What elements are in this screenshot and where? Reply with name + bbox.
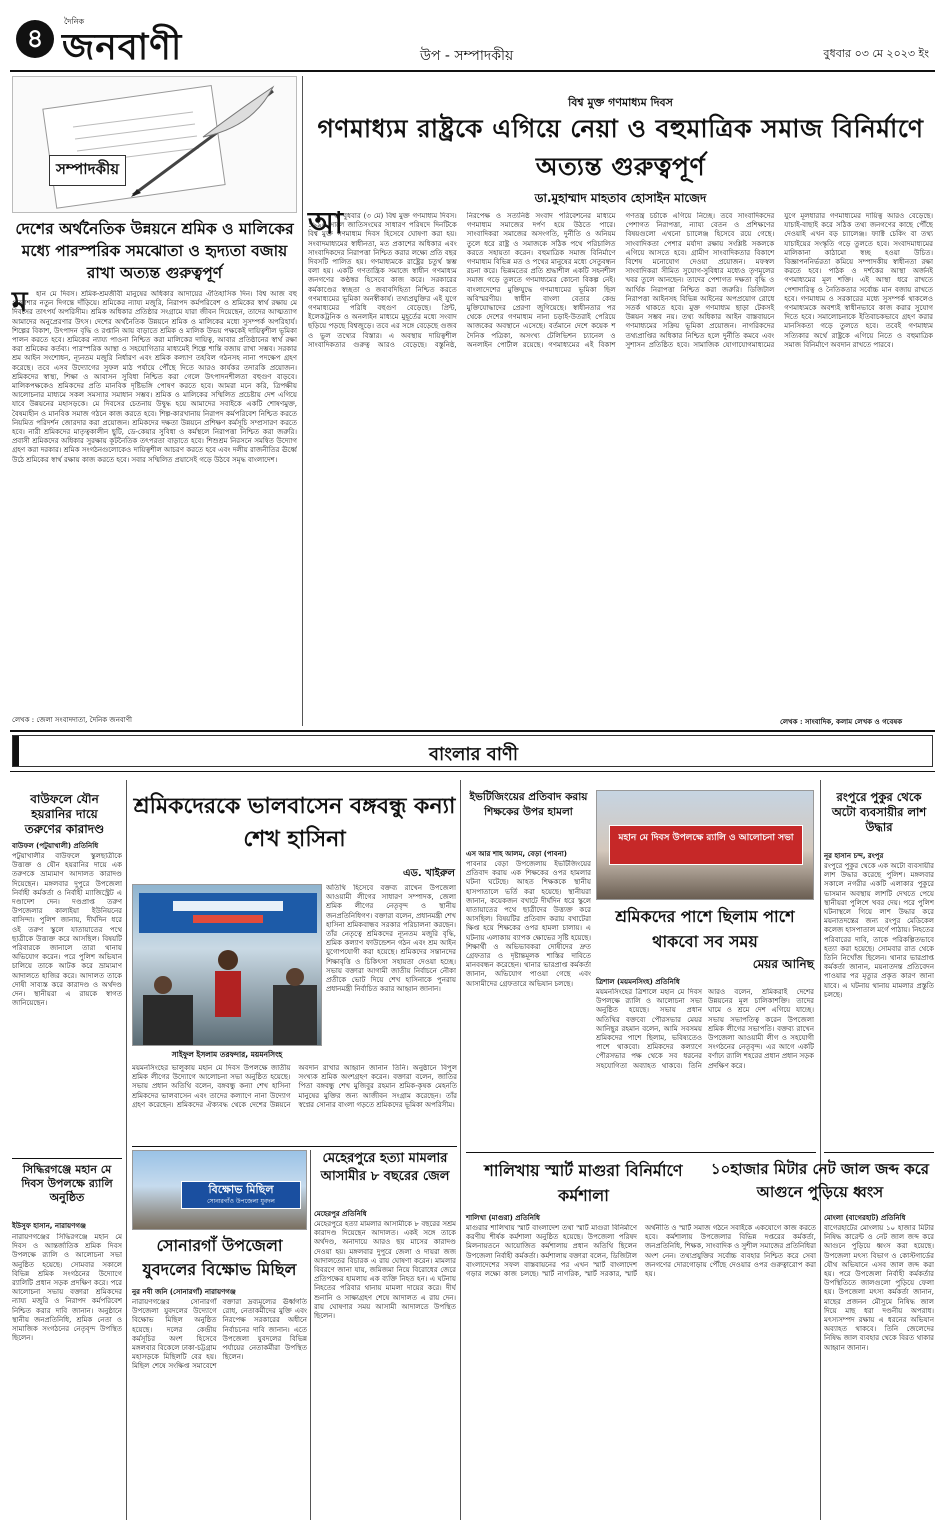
column-divider (310, 1150, 311, 1520)
story-body: মেহেরপুরে হত্যা মামলার আসামীকে ৮ বছরের সশ্রম কারাদণ্ড দিয়েছেন আদালত। একই সঙ্গে তাকে অর্থদণ্ড, অনাদায়ে আরও ছয় মাসের কারাদণ্ড দেওয়া হয়। মঙ্গলবার দুপুরে জেলা ও দায়রা জজ আদালতের বিচারক এ রায় ঘোষণা করেন। মামলার বিবরণে জানা যায়, জমিজমা নিয়ে বিরোধের জেরে প্রতিপক্ষের হামলায় এক ব্যক্তি নিহত হন। এ ঘটনায় নিহতের পরিবার থানায় মামলা দায়ের করে। দীর্ঘ শুনানি ও সাক্ষ্যগ্রহণ শেষে আদালত এ রায় দেন। রায় ঘোষণার সময় আসামী আদালতে উপস্থিত ছিলেন। (314, 1220, 456, 1321)
story-byline: নুর নবী জনি (সোনারগাঁ) নারায়ণগঞ্জ (132, 1288, 236, 1296)
story-side-body: অতিথি হিসেবে বক্তব্য রাখেন উপজেলা আওয়ামী লীগের সাধারণ সম্পাদক, জেলা শ্রমিক লীগের নেতৃবৃন্দ ও স্থানীয় জনপ্রতিনিধিগণ। বক্তারা বলেন, প্রধানমন্ত্রী শেখ হাসিনা শ্রমিকবান্ধব সরকার পরিচালনা করছেন। তাঁর নেতৃত্বে শ্রমিকদের ন্যূনতম মজুরি বৃদ্ধি, শ্রমিক কল্যাণ ফাউন্ডেশন গঠন এবং শ্রম আইন যুগোপযোগী করা হয়েছে। শ্রমিকদের সন্তানদের শিক্ষাবৃত্তি ও চিকিৎসা সহায়তা দেওয়া হচ্ছে। সভায় বক্তারা আগামী জাতীয় নির্বাচনে নৌকা প্রতীকে ভোট দিয়ে শেখ হাসিনাকে পুনরায় প্রধানমন্ত্রী নির্বাচিত করার আহ্বান জানান। (326, 884, 456, 994)
page-number: ৪ (26, 24, 44, 54)
story-byline: শালিখা (মাগুরা) প্রতিনিধি (466, 1214, 540, 1222)
editorial-illustration (12, 76, 297, 213)
story-body: মাগুরার শালিখায় স্মার্ট বাংলাদেশ তথা স্মার্ট মাগুরা বিনির্মাণে করণীয় শীর্ষক কর্মশালা অনুষ্ঠিত হয়েছে। উপজেলা পরিষদ মিলনায়তনে আয়োজিত কর্মশালায় প্রধান অতিথি ছিলেন উপজেলা নির্বাহী কর্মকর্তা। কর্মশালায় বক্তারা বলেন, ডিজিটাল বাংলাদেশের সফল বাস্তবায়নের পর এখন স্মার্ট বাংলাদেশ গড়ার লক্ষ্যে কাজ চলছে। স্মার্ট নাগরিক, স্মার্ট সরকার, স্মার্ট অর্থনীতি ও স্মার্ট সমাজ গঠনে সবাইকে একযোগে কাজ করতে হবে। কর্মশালায় উপজেলার বিভিন্ন দপ্তরের কর্মকর্তা, জনপ্রতিনিধি, শিক্ষক, সাংবাদিক ও সুশীল সমাজের প্রতিনিধিরা অংশ নেন। তথ্যপ্রযুক্তির সর্বোচ্চ ব্যবহার নিশ্চিত করে সেবা জনগণের দোরগোড়ায় পৌঁছে দেওয়ার ওপর গুরুত্বারোপ করা হয়। (466, 1224, 816, 1279)
section-rule (10, 730, 935, 732)
story-headline: সিদ্ধিরগঞ্জে মহান মে দিবস উপলক্ষে র‍্যালি অনুষ্ঠিত (21, 1163, 113, 1204)
masthead (0, 0, 945, 70)
story-body: নারায়ণগঞ্জের সিদ্ধিরগঞ্জে মহান মে দিবস ও আন্তর্জাতিক শ্রমিক দিবস উপলক্ষে র‍্যালি ও আলোচনা সভা অনুষ্ঠিত হয়েছে। সোমবার সকালে বিভিন্ন শ্রমিক সংগঠনের উদ্যোগে র‍্যালিটি প্রধান সড়ক প্রদক্ষিণ করে। পরে আলোচনা সভায় বক্তারা শ্রমিকদের ন্যায্য মজুরি ও নিরাপদ কর্মপরিবেশ নিশ্চিত করার দাবি জানান। অনুষ্ঠানে স্থানীয় জনপ্রতিনিধি, শ্রমিক নেতা ও সামাজিক সংগঠনের নেতৃবৃন্দ উপস্থিত ছিলেন। (12, 1233, 122, 1343)
daily-label: দৈনিক (64, 17, 85, 26)
story-divider (12, 1158, 122, 1159)
story-byline: এড. খাইরুল (402, 868, 455, 879)
banner-text: মহান মে দিবস উপলক্ষে র‍্যালি ও আলোচনা সভা (618, 833, 794, 843)
story-divider (824, 1152, 934, 1153)
op-ed-kicker: বিশ্ব মুক্ত গণমাধ্যম দিবস (568, 96, 673, 109)
story-body: নারায়ণগঞ্জের সোনারগাঁ উপজেলা যুবদলের উদ্যোগে বিক্ষোভ মিছিল অনুষ্ঠিত হয়েছে। দলের কেন্দ্রীয় কর্মসূচির অংশ হিসেবে মঙ্গলবার বিকেলে ঢাকা-চট্টগ্রাম মহাসড়কে মিছিলটি বের হয়। মিছিল শেষে সংক্ষিপ্ত সমাবেশে বক্তারা দ্রব্যমূল্যের ঊর্ধ্বগতি রোধ, নেতাকর্মীদের মুক্তি এবং নিরপেক্ষ সরকারের অধীনে নির্বাচনের দাবি জানান। এতে উপজেলা যুবদলের বিভিন্ন পর্যায়ের নেতাকর্মীরা উপস্থিত ছিলেন। (132, 1298, 307, 1371)
column-divider (126, 780, 127, 1520)
story-headline: শ্রমিকদের পাশে ছিলাম পাশে থাকবো সব সময় (615, 907, 795, 951)
banner-rule (10, 771, 935, 772)
story-headline: ১০হাজার মিটার নেট জাল জব্দ করে আগুনে পুড়িয়ে ধ্বংস (710, 1160, 930, 1201)
section-title: উপ - সম্পাদকীয় (420, 48, 514, 64)
pen-and-paper-icon (13, 77, 297, 213)
procession-banner (181, 1181, 301, 1209)
editorial-headline: দেশের অর্থনৈতিক উন্নয়নে শ্রমিক ও মালিকের মধ্যে পারস্পরিক সমঝোতা ও হৃদ্যতা বজায় রাখা অত্যন্ত গুরুত্বপূর্ণ (15, 220, 294, 282)
rally-photo (132, 884, 322, 1046)
story-headline: শ্রমিকদেরকে ভালবাসেন বঙ্গবন্ধু কন্যা শেখ হাসিনা (133, 794, 456, 852)
newspaper-logo: জনবাণী (62, 27, 183, 68)
story-byline: নূর হাসান চন্দ, রংপুর (824, 852, 884, 860)
story-headline: ইভটিজিংয়ের প্রতিবাদ করায় শিক্ষকের উপর হামলা (469, 791, 588, 818)
story-byline: ইউসুফ হাসান, নারায়ণগঞ্জ (12, 1222, 86, 1230)
op-ed-author: ডা.মুহাম্মাদ মাহতাব হোসাইন মাজেদ (534, 191, 707, 205)
story-headline: সোনারগাঁ উপজেলা যুবদলের বিক্ষোভ মিছিল (142, 1236, 297, 1279)
story-body: ময়মনসিংহের ভালুকায় মহান মে দিবস উপলক্ষে জাতীয় শ্রমিক লীগের উদ্যোগে আলোচনা সভা অনুষ্ঠিত হয়েছে। সভায় প্রধান অতিথি বলেন, বঙ্গবন্ধু কন্যা শেখ হাসিনা শ্রমিকদের ভালবাসেন এবং তাদের কল্যাণে নানা উদ্যোগ গ্রহণ করেছেন। শ্রমিকদের ঐক্যবদ্ধ থেকে দেশের উন্নয়নে অবদান রাখার আহ্বান জানান তিনি। অনুষ্ঠানে বিপুল সংখ্যক শ্রমিক অংশগ্রহণ করেন। বক্তারা বলেন, জাতির পিতা বঙ্গবন্ধু শেখ মুজিবুর রহমান শ্রমিক-কৃষক মেহনতি মানুষের মুক্তির জন্য আজীবন সংগ্রাম করেছেন। তাঁর স্বপ্নের সোনার বাংলা গড়তে শ্রমিকদের ভূমিকা অপরিসীম। (132, 1064, 457, 1109)
issue-date: বুধবার ০৩ মে ২০২৩ ইং (823, 47, 929, 60)
procession-photo (132, 1150, 307, 1230)
story-sub-byline: ত্রিশাল (ময়মনসিংহ) প্রতিনিধি (596, 978, 680, 986)
story-body: বাগেরহাটের মোংলায় ১০ হাজার মিটার নিষিদ্ধ কারেন্ট ও নেট জাল জব্দ করে আগুনে পুড়িয়ে ধ্বংস করা হয়েছে। উপজেলা মৎস্য বিভাগ ও কোস্টগার্ডের যৌথ অভিযানে এসব জাল জব্দ করা হয়। পরে উপজেলা নির্বাহী কর্মকর্তার উপস্থিতিতে জালগুলো পুড়িয়ে ফেলা হয়। উপজেলা মৎস্য কর্মকর্তা জানান, মাছের প্রজনন মৌসুমে নিষিদ্ধ জাল দিয়ে মাছ ধরা দণ্ডনীয় অপরাধ। মৎস্যসম্পদ রক্ষায় এ ধরনের অভিযান অব্যাহত থাকবে। তিনি জেলেদের নিষিদ্ধ জাল ব্যবহার থেকে বিরত থাকার আহ্বান জানান। (824, 1224, 934, 1352)
story-body: রংপুরে পুকুর থেকে এক অটো ব্যবসায়ীর লাশ উদ্ধার করেছে পুলিশ। মঙ্গলবার সকালে নগরীর একটি এলাকার পুকুরে ভাসমান অবস্থায় লাশটি দেখতে পেয়ে স্থানীয়রা পুলিশে খবর দেয়। পরে পুলিশ ঘটনাস্থলে গিয়ে লাশ উদ্ধার করে ময়নাতদন্তের জন্য রংপুর মেডিকেল কলেজ হাসপাতাল মর্গে পাঠায়। নিহতের পরিবারের দাবি, তাকে পরিকল্পিতভাবে হত্যা করা হয়েছে। সোমবার রাত থেকে তিনি নিখোঁজ ছিলেন। থানার ভারপ্রাপ্ত কর্মকর্তা জানান, ময়নাতদন্ত প্রতিবেদন পাওয়ার পর মৃত্যুর প্রকৃত কারণ জানা যাবে। এ ঘটনায় থানায় মামলার প্রস্তুতি চলছে। (824, 862, 934, 999)
op-ed-author-note: লেখক : সাংবাদিক, কলাম লেখক ও গবেষক (780, 717, 903, 726)
story-headline: রংপুরে পুকুর থেকে অটো ব্যবসায়ীর লাশ উদ্ধার (831, 790, 927, 834)
story-byline: বাউফল (পটুয়াখালী) প্রতিনিধি (12, 842, 99, 850)
banner-subtext: সোনারগাঁও উপজেলা যুবদল (207, 1198, 275, 1205)
story-body: পাবনার বেড়া উপজেলায় ইভটিজিংয়ের প্রতিবাদ করায় এক শিক্ষকের ওপর হামলার ঘটনা ঘটেছে। আহত শিক্ষককে স্থানীয় হাসপাতালে ভর্তি করা হয়েছে। স্থানীয়রা জানান, কয়েকজন বখাটে দীর্ঘদিন ধরে স্কুলে যাতায়াতের পথে ছাত্রীদের উত্ত্যক্ত করে আসছিল। বিষয়টির প্রতিবাদ করায় বখাটেরা ক্ষিপ্ত হয়ে শিক্ষকের ওপর হামলা চালায়। এ ঘটনায় এলাকায় ব্যাপক ক্ষোভের সৃষ্টি হয়েছে। শিক্ষার্থী ও অভিভাবকরা দোষীদের দ্রুত গ্রেফতার ও দৃষ্টান্তমূলক শাস্তির দাবিতে মানববন্ধন করেছেন। থানার ভারপ্রাপ্ত কর্মকর্তা জানান, অভিযোগ পাওয়া গেছে এবং আসামীদের গ্রেফতারে অভিযান চলছে। (466, 860, 591, 988)
story-byline: এস আর শাহ আলম, বেড়া (পাবনা) (466, 850, 567, 858)
editorial-drop-cap: ম (12, 285, 28, 318)
op-ed-body: জ বুধবার (৩ মে) বিশ্ব মুক্ত গণমাধ্যম দিবস। ১৯৯৩ সালে জাতিসংঘের সাধারণ পরিষদে দিনটিকে বিশ্ব মুক্ত গণমাধ্যম দিবস হিসেবে ঘোষণা করা হয়। সংবাদমাধ্যমের স্বাধীনতা, মত প্রকাশের অধিকার এবং সাংবাদিকদের নিরাপত্তা নিশ্চিত করার লক্ষ্যে প্রতি বছর দিবসটি পালিত হয়। গণমাধ্যমকে রাষ্ট্রের চতুর্থ স্তম্ভ বলা হয়। একটি গণতান্ত্রিক সমাজে স্বাধীন গণমাধ্যম জনগণের কণ্ঠস্বর হিসেবে কাজ করে। সরকারের কর্মকাণ্ডের স্বচ্ছতা ও জবাবদিহিতা নিশ্চিত করতে গণমাধ্যমের ভূমিকা অনস্বীকার্য। তথ্যপ্রযুক্তির এই যুগে গণমাধ্যমের পরিধি বহুগুণ বেড়েছে। প্রিন্ট, ইলেকট্রনিক ও অনলাইন মাধ্যমে মুহূর্তের মধ্যে সংবাদ ছড়িয়ে পড়ছে বিশ্বজুড়ে। তবে এর সঙ্গে বেড়েছে গুজব ও ভুল তথ্যের বিস্তার। এ অবস্থায় দায়িত্বশীল সাংবাদিকতার গুরুত্ব আরও বেড়েছে। বস্তুনিষ্ঠ, নিরপেক্ষ ও সত্যনিষ্ঠ সংবাদ পরিবেশনের মাধ্যমে গণমাধ্যম সমাজের দর্পণ হয়ে উঠতে পারে। সাংবাদিকরা সমাজের অসংগতি, দুর্নীতি ও অনিয়ম তুলে ধরে রাষ্ট্র ও সমাজকে সঠিক পথে পরিচালিত করতে সহায়তা করেন। বহুমাত্রিক সমাজ বিনির্মাণে গণমাধ্যম বিভিন্ন মত ও পথের মানুষের মধ্যে সেতুবন্ধন রচনা করে। ভিন্নমতের প্রতি শ্রদ্ধাশীল একটি সহনশীল সমাজ গড়ে তুলতে গণমাধ্যমের কোনো বিকল্প নেই। বাংলাদেশের মুক্তিযুদ্ধে গণমাধ্যমের ভূমিকা ছিল অবিস্মরণীয়। স্বাধীন বাংলা বেতার কেন্দ্র মুক্তিযোদ্ধাদের প্রেরণা জুগিয়েছে। স্বাধীনতার পর থেকে দেশের গণমাধ্যম নানা চড়াই-উতরাই পেরিয়ে আজকের অবস্থানে এসেছে। বর্তমানে দেশে কয়েক শ দৈনিক পত্রিকা, অসংখ্য টেলিভিশন চ্যানেল ও অনলাইন পোর্টাল রয়েছে। গণমাধ্যমের এই বিকাশ গণতন্ত্র চর্চাকে এগিয়ে নিচ্ছে। তবে সাংবাদিকদের পেশাগত নিরাপত্তা, ন্যায্য বেতন ও প্রশিক্ষণের বিষয়গুলো এখনো চ্যালেঞ্জ হিসেবে রয়ে গেছে। সাংবাদিকতা পেশার মর্যাদা রক্ষায় সংশ্লিষ্ট সকলকে এগিয়ে আসতে হবে। গ্রামীণ সাংবাদিকতার বিকাশে বিশেষ মনোযোগ দেওয়া প্রয়োজন। মফস্বল সাংবাদিকরা সীমিত সুযোগ-সুবিধার মধ্যেও তৃণমূলের খবর তুলে আনছেন। তাদের পেশাগত দক্ষতা বৃদ্ধি ও আর্থিক নিরাপত্তা নিশ্চিত করা জরুরি। ডিজিটাল নিরাপত্তা আইনসহ বিভিন্ন আইনের অপপ্রয়োগ রোধে সতর্ক থাকতে হবে। মুক্ত গণমাধ্যম ছাড়া টেকসই উন্নয়ন সম্ভব নয়। তথ্য অধিকার আইন বাস্তবায়নে গণমাধ্যমের সক্রিয় ভূমিকা প্রয়োজন। নাগরিকদের তথ্যপ্রাপ্তির অধিকার নিশ্চিত হলে দুর্নীতি কমবে এবং সুশাসন প্রতিষ্ঠিত হবে। সামাজিক যোগাযোগমাধ্যমের যুগে মূলধারার গণমাধ্যমের দায়িত্ব আরও বেড়েছে। যাচাই-বাছাই করে সঠিক তথ্য জনগণের কাছে পৌঁছে দেওয়াই এখন বড় চ্যালেঞ্জ। ফ্যাক্ট চেকিং বা তথ্য যাচাইয়ের সংস্কৃতি গড়ে তুলতে হবে। সংবাদমাধ্যমের মালিকানা কাঠামো স্বচ্ছ হওয়া উচিত। বিজ্ঞাপননির্ভরতা কমিয়ে সম্পাদকীয় স্বাধীনতা রক্ষা করতে হবে। পাঠক ও দর্শকের আস্থা অর্জনই গণমাধ্যমের মূল শক্তি। এই আস্থা ধরে রাখতে পেশাদারিত্ব ও নৈতিকতার সর্বোচ্চ মান বজায় রাখতে হবে। গণমাধ্যম ও সরকারের মধ্যে সুসম্পর্ক থাকলেও গণমাধ্যমকে অবশ্যই স্বাধীনভাবে কাজ করার সুযোগ দিতে হবে। সমালোচনাকে ইতিবাচকভাবে গ্রহণ করার মানসিকতা গড়ে তুলতে হবে। তবেই গণমাধ্যম সত্যিকার অর্থে রাষ্ট্রকে এগিয়ে নিতে ও বহুমাত্রিক সমাজ বিনির্মাণে অবদান রাখতে পারবে। (308, 212, 933, 349)
banner-title: বাংলার বাণী (428, 744, 519, 765)
column-divider (302, 76, 303, 726)
story-byline: মোংলা (বাগেরহাট) প্রতিনিধি (824, 1214, 906, 1222)
banner-text: বিক্ষোভ মিছিল (208, 1183, 274, 1196)
column-divider (820, 780, 821, 1520)
editorial-body: হান মে দিবস। শ্রমিক-শ্রমজীবী মানুষের অধিকার আদায়ের ঐতিহাসিক দিন। বিশ্ব আজ বহু প্রত্যাশার নতুন দিগন্তে দাঁড়িয়ে। শ্রমিকের ন্যায্য মজুরি, নিরাপদ কর্মপরিবেশ ও শ্রমিকের স্বার্থ রক্ষায় মে দিবসের তাৎপর্য অপরিসীম। শ্রমিক অধিকার প্রতিষ্ঠার সংগ্রামে যারা জীবন দিয়েছেন, তাদের আত্মত্যাগ আমাদের অনুপ্রেরণার উৎস। দেশের অর্থনৈতিক উন্নয়নে শ্রমিক ও মালিকের মধ্যে সুসম্পর্ক অপরিহার্য। শিল্পের বিকাশ, উৎপাদন বৃদ্ধি ও রপ্তানি আয় বাড়াতে শ্রমিক ও মালিক উভয় পক্ষকেই দায়িত্বশীল ভূমিকা পালন করতে হবে। শ্রমিকের ন্যায্য পাওনা নিশ্চিত করা মালিকের দায়িত্ব, আবার প্রতিষ্ঠানের স্বার্থ রক্ষা করা শ্রমিকের কর্তব্য। পারস্পরিক আস্থা ও সহযোগিতার মাধ্যমেই শিল্পে শান্তি বজায় রাখা সম্ভব। সরকার শ্রম আইন সংশোধন, ন্যূনতম মজুরি নির্ধারণ এবং শ্রমিক কল্যাণ তহবিল গঠনসহ নানা পদক্ষেপ গ্রহণ করেছে। তবে এসব উদ্যোগের সুফল মাঠ পর্যায়ে পৌঁছে দিতে আরও কার্যকর তদারকি প্রয়োজন। শ্রমিকদের স্বাস্থ্য, শিক্ষা ও আবাসন সুবিধা নিশ্চিত করা গেলে উৎপাদনশীলতা বহুগুণ বাড়বে। মালিকপক্ষকেও শ্রমিকদের প্রতি মানবিক দৃষ্টিভঙ্গি পোষণ করতে হবে। আমরা মনে করি, ত্রিপক্ষীয় আলোচনার মাধ্যমে সকল সমস্যার সমাধান সম্ভব। শ্রমিক ও মালিকের সম্মিলিত প্রচেষ্টায় দেশ এগিয়ে যাবে উন্নয়নের মহাসড়কে। মে দিবসের চেতনায় উদ্বুদ্ধ হয়ে আমাদের সবাইকে একটি শোষণমুক্ত, বৈষম্যহীন ও মানবিক সমাজ গঠনে কাজ করতে হবে। শিল্প-কারখানায় নিরাপদ কর্মপরিবেশ নিশ্চিত করতে নিয়মিত পরিদর্শন জোরদার করা প্রয়োজন। শ্রমিকদের দক্ষতা উন্নয়নে প্রশিক্ষণ কর্মসূচি সম্প্রসারণ করতে হবে। নারী শ্রমিকদের মাতৃত্বকালীন ছুটি, ডে-কেয়ার সুবিধা ও কর্মস্থলে নিরাপত্তা নিশ্চিত করা জরুরি। প্রবাসী শ্রমিকদের অধিকার সুরক্ষায় কূটনৈতিক তৎপরতা বাড়াতে হবে। শিশুশ্রম নিরসনে সমন্বিত উদ্যোগ গ্রহণ করা দরকার। শ্রমিক সংগঠনগুলোকেও দায়িত্বশীল আচরণ করতে হবে এবং দলীয় রাজনীতির ঊর্ধ্বে উঠে শ্রমিকের স্বার্থ রক্ষায় কাজ করতে হবে। সবার সম্মিলিত প্রয়াসেই গড়ে উঠবে সমৃদ্ধ বাংলাদেশ। (12, 290, 297, 464)
banglar-bani-banner (12, 735, 933, 767)
editorial-author: লেখক : জেলা সংবাদদাতা, দৈনিক জনবাণী (12, 716, 133, 724)
story-byline: মেয়র আনিছ (752, 957, 814, 971)
op-ed-headline: গণমাধ্যম রাষ্ট্রকে এগিয়ে নেয়া ও বহুমাত্রিক সমাজ বিনির্মাণে অত্যন্ত গুরুত্বপূর্ণ (317, 114, 924, 181)
story-headline: মেহেরপুরে হত্যা মামলার আসামীর ৮ বছরের জেল (320, 1151, 450, 1184)
story-body: পটুয়াখালীর বাউফলে স্কুলছাত্রীকে উত্ত্যক্ত ও যৌন হয়রানির দায়ে এক তরুণকে ভ্রাম্যমাণ আদালত কারাদণ্ড দিয়েছেন। মঙ্গলবার দুপুরে উপজেলা নির্বাহী কর্মকর্তা ও নির্বাহী ম্যাজিস্ট্রেট এ দণ্ডাদেশ দেন। দণ্ডপ্রাপ্ত তরুণ উপজেলার কালাইয়া ইউনিয়নের বাসিন্দা। পুলিশ জানায়, দীর্ঘদিন ধরে ওই তরুণ স্কুলে যাতায়াতের পথে ছাত্রীকে উত্ত্যক্ত করে আসছিল। বিষয়টি পরিবারকে জানালে তারা থানায় অভিযোগ করেন। পরে পুলিশ অভিযান চালিয়ে তাকে আটক করে ভ্রাম্যমাণ আদালতে হাজির করে। আদালত তাকে দোষী সাব্যস্ত করে কারাদণ্ড ও অর্থদণ্ড দেন। স্থানীয়রা এ রায়কে স্বাগত জানিয়েছেন। (12, 852, 122, 1008)
column-divider (460, 780, 461, 1520)
story-divider (466, 1152, 816, 1153)
story-body: ময়মনসিংহের ত্রিশালে মহান মে দিবস উপলক্ষে র‍্যালি ও আলোচনা সভা অনুষ্ঠিত হয়েছে। সভায় প্রধান অতিথির বক্তব্যে পৌরসভার মেয়র আনিছুর রহমান বলেন, আমি সবসময় শ্রমিকদের পাশে ছিলাম, ভবিষ্যতেও পাশে থাকবো। শ্রমিকদের কল্যাণে পৌরসভার পক্ষ থেকে সব ধরনের সহযোগিতা অব্যাহত থাকবে। তিনি আরও বলেন, শ্রমিকরাই দেশের উন্নয়নের মূল চালিকাশক্তি। তাদের ঘামে ও শ্রমে দেশ এগিয়ে যাচ্ছে। সভায় সভাপতিত্ব করেন উপজেলা শ্রমিক লীগের সভাপতি। বক্তব্য রাখেন উপজেলা আওয়ামী লীগ ও সহযোগী সংগঠনের নেতৃবৃন্দ। এর আগে একটি বর্ণাঢ্য র‍্যালি শহরের প্রধান প্রধান সড়ক প্রদক্ষিণ করে। (596, 988, 814, 1070)
story-divider (132, 1146, 457, 1147)
rally-banner (609, 825, 803, 865)
story-headline: বাউফলে যৌন হয়রানির দায়ে তরুণের কারাদণ্ড (24, 792, 105, 836)
editorial-label: সম্পাদকীয় (49, 155, 126, 186)
speaker-at-podium-icon (133, 885, 322, 1046)
page-number-badge (16, 20, 54, 58)
photo-caption: সাইফুল ইসলাম তরফদার, ময়মনসিংহ (171, 1050, 283, 1059)
may-day-rally-photo (596, 790, 814, 900)
op-ed-drop-cap: আ (308, 206, 343, 241)
masthead-rule (10, 70, 935, 72)
story-headline: শালিখায় স্মার্ট মাগুরা বিনির্মাণে কর্মশালা (484, 1161, 683, 1205)
story-byline: মেহেরপুর প্রতিনিধি (314, 1210, 367, 1218)
